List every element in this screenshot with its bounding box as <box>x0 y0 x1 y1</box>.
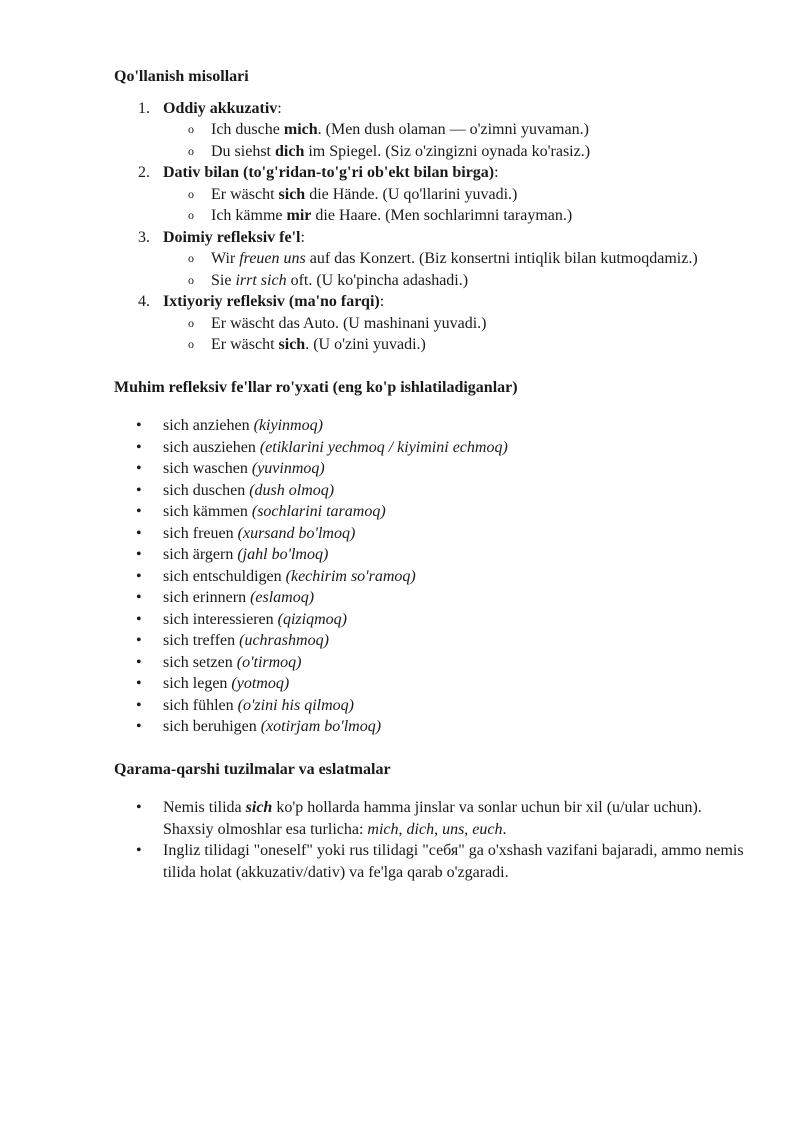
verb-meaning: (kechirim so'ramoq) <box>285 567 416 585</box>
bullet-icon: • <box>136 417 142 434</box>
verb-text: sich freuen <box>163 524 238 542</box>
bullet-icon: • <box>136 524 142 542</box>
examples-heading: Qo'llanish misollari <box>114 68 249 85</box>
verb-text: sich waschen <box>163 460 252 477</box>
example-sentence: o Du siehst dich im Spiegel. (Siz o'zingizni oynada ko'rasiz.) <box>163 141 754 163</box>
verb-text: sich anziehen <box>163 417 254 434</box>
bullet-icon: • <box>136 481 142 499</box>
note-item: • Ingliz tilidagi "oneself" yoki rus tilidagi "себя" ga o'xshash vazifani bajaradi, ammo nemis tilida holat (akkuzativ/dativ) va fe'lga qarab o'zgaradi. <box>136 842 744 881</box>
verb-text: sich beruhigen <box>163 718 261 735</box>
bullet-icon: • <box>136 799 142 816</box>
bullet-icon: • <box>136 503 142 520</box>
verbs-heading: Muhim refleksiv fe'llar ro'yxati (eng ko'p ishlatiladiganlar) <box>114 378 518 396</box>
verb-meaning: (sochlarini taramoq) <box>251 503 386 520</box>
bullet-icon: • <box>136 842 142 859</box>
verb-item <box>114 695 754 717</box>
verb-meaning: (jahl bo'lmoq) <box>237 546 329 563</box>
verbs-list <box>114 415 754 738</box>
verb-text: sich ausziehen <box>163 438 260 456</box>
verb-meaning: (o'zini his qilmoq) <box>237 696 354 714</box>
circle-bullet-icon: o <box>188 186 194 201</box>
example-sentence: o Wir freuen uns auf das Konzert. (Biz konsertni intiqlik bilan kutmoqdamiz.) <box>163 248 754 270</box>
verb-item <box>114 480 754 502</box>
verb-meaning: (xursand bo'lmoq) <box>237 524 356 542</box>
example-title: Oddiy akkuzativ <box>163 99 278 117</box>
example-title: Ixtiyoriy refleksiv (ma'no farqi) <box>163 293 380 310</box>
bullet-icon: • <box>136 438 142 456</box>
verb-text: sich duschen <box>163 481 250 499</box>
example-number: 4. <box>138 293 150 310</box>
verb-meaning: (yuvinmoq) <box>251 460 325 477</box>
verb-text: sich ärgern <box>163 546 238 563</box>
bullet-icon: • <box>136 696 142 714</box>
notes-heading: Qarama-qarshi tuzilmalar va eslatmalar <box>114 760 391 778</box>
example-sublist <box>163 313 754 356</box>
verb-item <box>114 673 754 695</box>
circle-bullet-icon: o <box>188 208 194 222</box>
verb-meaning: (eslamoq) <box>250 589 315 606</box>
circle-bullet-icon: o <box>188 272 194 287</box>
circle-bullet-icon: o <box>188 315 194 330</box>
verb-meaning: (o'tirmoq) <box>236 653 302 671</box>
example-sentence: o Ich kämme mir die Haare. (Men sochlarimni tarayman.) <box>163 205 754 227</box>
example-item: 1. Oddiy akkuzativ: o Ich dusche mich. (Men dush olaman — o'zimni yuvaman.) o Du siehst dich im Spiegel. (Siz o'zingizni oynada ko'rasiz.) <box>114 98 754 163</box>
circle-bullet-icon: o <box>188 251 194 265</box>
examples-list <box>114 98 754 356</box>
example-sentence: o Er wäscht sich. (U o'zini yuvadi.) <box>163 334 754 356</box>
bullet-icon: • <box>136 460 142 477</box>
verb-item <box>114 458 754 480</box>
verb-meaning: (xotirjam bo'lmoq) <box>260 718 382 735</box>
verb-meaning: (yotmoq) <box>231 675 290 692</box>
bullet-icon: • <box>136 546 142 563</box>
verb-text: sich fühlen <box>163 696 238 714</box>
verb-item <box>114 501 754 523</box>
verb-text: sich legen <box>163 675 232 692</box>
verb-text: sich interessieren <box>163 610 278 628</box>
verb-item <box>114 716 754 738</box>
verb-meaning: (dush olmoq) <box>249 481 335 499</box>
document-page <box>114 66 754 883</box>
verb-meaning: (etiklarini yechmoq / kiyimini echmoq) <box>259 438 508 456</box>
example-number: 3. <box>138 228 150 246</box>
verb-text: sich setzen <box>163 653 237 671</box>
bullet-icon: • <box>136 653 142 671</box>
example-item: 4. Ixtiyoriy refleksiv (ma'no farqi): o Er wäscht das Auto. (U mashinani yuvadi.) o Er wäscht sich. (U o'zini yuvadi.) <box>114 291 754 356</box>
verb-text: sich erinnern <box>163 589 251 606</box>
verb-text: sich treffen <box>163 632 240 649</box>
verb-item <box>114 415 754 437</box>
verb-meaning: (qiziqmoq) <box>277 610 347 628</box>
example-number: 1. <box>138 99 150 117</box>
example-title: Doimiy refleksiv fe'l <box>163 228 301 246</box>
verb-item <box>114 566 754 588</box>
notes-list <box>114 797 754 883</box>
example-item: 2. Dativ bilan (to'g'ridan-to'g'ri ob'ekt bilan birga): o Er wäscht sich die Hände. (U qo'llarini yuvadi.) o Ich kämme mir die Haare. (Men sochlarimni tarayman.) <box>114 162 754 227</box>
verb-meaning: (uchrashmoq) <box>239 632 329 649</box>
bullet-icon: • <box>136 632 142 649</box>
bullet-icon: • <box>136 675 142 692</box>
verb-item <box>114 523 754 545</box>
verb-item <box>114 652 754 674</box>
circle-bullet-icon: o <box>188 337 194 351</box>
bullet-icon: • <box>136 567 142 585</box>
example-sentence: o Er wäscht sich die Hände. (U qo'llarini yuvadi.) <box>163 184 754 206</box>
verb-item <box>114 630 754 652</box>
note-item: • Nemis tilida sich ko'p hollarda hamma jinslar va sonlar uchun bir xil (u/ular uchun). Shaxsiy olmoshlar esa turlicha: mich, dich, uns, euch. <box>136 799 702 838</box>
example-sublist <box>163 248 754 291</box>
example-sublist <box>163 119 754 162</box>
bullet-icon: • <box>136 589 142 606</box>
verb-item <box>114 609 754 631</box>
example-sentence: o Er wäscht das Auto. (U mashinani yuvadi.) <box>163 313 754 335</box>
verb-item <box>114 587 754 609</box>
example-number: 2. <box>138 164 150 181</box>
circle-bullet-icon: o <box>188 143 194 158</box>
verb-text: sich kämmen <box>163 503 252 520</box>
bullet-icon: • <box>136 610 142 628</box>
verb-text: sich entschuldigen <box>163 567 286 585</box>
example-sentence: o Sie irrt sich oft. (U ko'pincha adashadi.) <box>163 270 754 292</box>
verb-meaning: (kiyinmoq) <box>253 417 323 434</box>
verb-item <box>114 437 754 459</box>
bullet-icon: • <box>136 718 142 735</box>
example-item: 3. Doimiy refleksiv fe'l: o Wir freuen uns auf das Konzert. (Biz konsertni intiqlik bilan kutmoqdamiz.) o Sie irrt sich oft. (U ko'pincha adashadi.) <box>114 227 754 292</box>
verb-item <box>114 544 754 566</box>
example-sentence: o Ich dusche mich. (Men dush olaman — o'zimni yuvaman.) <box>163 119 754 141</box>
example-sublist <box>163 184 754 227</box>
example-title: Dativ bilan (to'g'ridan-to'g'ri ob'ekt bilan birga) <box>163 164 495 181</box>
circle-bullet-icon: o <box>188 122 194 136</box>
